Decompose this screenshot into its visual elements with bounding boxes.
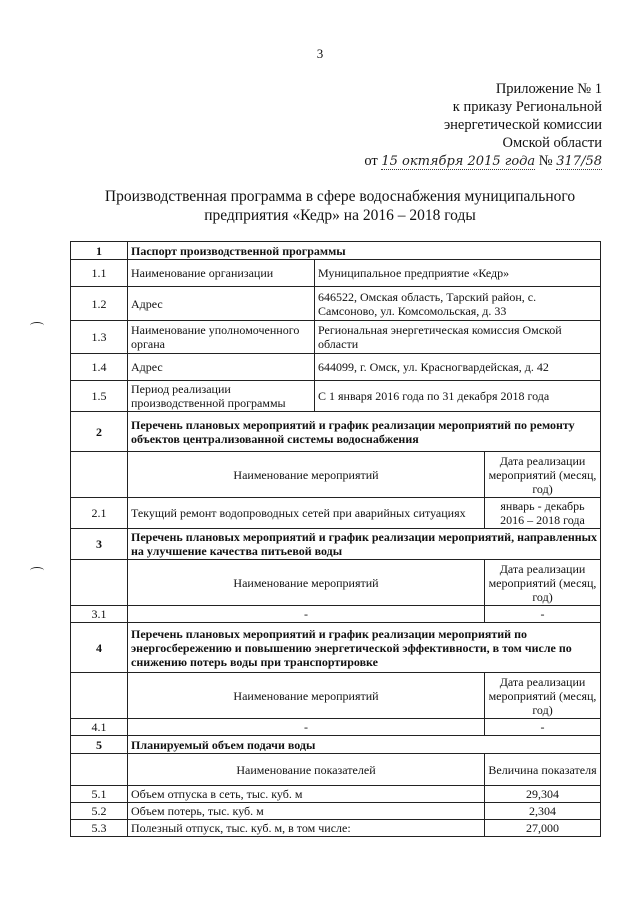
appendix-line-1: Приложение № 1	[495, 81, 602, 97]
number-prefix: №	[538, 153, 553, 169]
section-number: 1	[71, 242, 128, 260]
empty-cell	[71, 452, 128, 498]
production-program-table	[70, 241, 601, 837]
row-name: Объем потерь, тыс. куб. м	[128, 803, 485, 820]
section-header-row	[71, 242, 601, 260]
title-line-1: Производственная программа в сфере водоснабжения муниципального	[104, 188, 576, 205]
section-header-row	[71, 412, 601, 452]
row-name: Объем отпуска в сеть, тыс. куб. м	[128, 786, 485, 803]
row-number: 1.3	[71, 321, 128, 354]
section-title: Паспорт производственной программы	[128, 242, 601, 260]
row-number: 4.1	[71, 719, 128, 736]
document-title	[70, 187, 610, 225]
appendix-block	[364, 80, 602, 171]
table-row	[71, 719, 601, 736]
header-value: Величина показателя	[485, 754, 601, 786]
table-row	[71, 354, 601, 381]
margin-mark	[30, 567, 44, 574]
row-name: -	[128, 719, 485, 736]
row-value: 27,000	[485, 820, 601, 837]
table-row	[71, 606, 601, 623]
row-value: 644099, г. Омск, ул. Красногвардейская, д. 42	[315, 354, 601, 381]
from-prefix: от	[364, 153, 378, 169]
column-header-row	[71, 673, 601, 719]
row-label: Наименование организации	[128, 260, 315, 287]
row-number: 3.1	[71, 606, 128, 623]
section-number: 2	[71, 412, 128, 452]
row-value: 646522, Омская область, Тарский район, с. Самсоново, ул. Комсомольская, д. 33	[315, 287, 601, 321]
appendix-line-4: Омской области	[502, 135, 602, 151]
row-label: Адрес	[128, 287, 315, 321]
handwritten-date: 15 октября 2015 года	[381, 154, 536, 169]
column-header-row	[71, 754, 601, 786]
header-name: Наименование мероприятий	[128, 452, 485, 498]
row-number: 5.3	[71, 820, 128, 837]
row-number: 1.5	[71, 381, 128, 412]
row-number: 5.1	[71, 786, 128, 803]
row-name: -	[128, 606, 485, 623]
row-value: 2,304	[485, 803, 601, 820]
table-row	[71, 381, 601, 412]
row-number: 2.1	[71, 498, 128, 529]
handwritten-number: 317/58	[556, 154, 602, 169]
page-number: 3	[316, 46, 324, 61]
section-title: Перечень плановых мероприятий и график реализации мероприятий по ремонту объектов централизованной системы водоснабжения	[128, 412, 601, 452]
empty-cell	[71, 560, 128, 606]
header-date: Дата реализации мероприятий (месяц, год)	[485, 452, 601, 498]
row-label: Наименование уполномоченного органа	[128, 321, 315, 354]
row-number: 1.4	[71, 354, 128, 381]
section-number: 3	[71, 529, 128, 560]
row-date: -	[485, 606, 601, 623]
empty-cell	[71, 754, 128, 786]
row-number: 5.2	[71, 803, 128, 820]
row-label: Период реализации производственной программы	[128, 381, 315, 412]
row-label: Адрес	[128, 354, 315, 381]
table-row	[71, 498, 601, 529]
table-row	[71, 820, 601, 837]
title-line-2: предприятия «Кедр» на 2016 – 2018 годы	[204, 207, 476, 224]
section-header-row	[71, 529, 601, 560]
table-row	[71, 786, 601, 803]
section-number: 5	[71, 736, 128, 754]
order-date-number	[364, 152, 602, 171]
table-row	[71, 321, 601, 354]
header-date: Дата реализации мероприятий (месяц, год)	[485, 560, 601, 606]
appendix-line-3: энергетической комиссии	[443, 117, 602, 133]
table-row	[71, 260, 601, 287]
section-title: Перечень плановых мероприятий и график реализации мероприятий, направленных на улучшение качества питьевой воды	[128, 529, 601, 560]
section-title: Планируемый объем подачи воды	[128, 736, 601, 754]
header-name: Наименование мероприятий	[128, 673, 485, 719]
table-row	[71, 287, 601, 321]
row-name: Текущий ремонт водопроводных сетей при аварийных ситуациях	[128, 498, 485, 529]
column-header-row	[71, 560, 601, 606]
empty-cell	[71, 673, 128, 719]
section-header-row	[71, 736, 601, 754]
row-number: 1.2	[71, 287, 128, 321]
section-header-row	[71, 623, 601, 673]
row-value: Региональная энергетическая комиссия Омской области	[315, 321, 601, 354]
row-date: январь - декабрь 2016 – 2018 года	[485, 498, 601, 529]
row-value: 29,304	[485, 786, 601, 803]
row-name: Полезный отпуск, тыс. куб. м, в том числе:	[128, 820, 485, 837]
column-header-row	[71, 452, 601, 498]
row-date: -	[485, 719, 601, 736]
appendix-line-2: к приказу Региональной	[452, 99, 602, 115]
section-title: Перечень плановых мероприятий и график реализации мероприятий по энергосбережению и повышению энергетической эффективности, в том числе по снижению потерь воды при транспортировке	[128, 623, 601, 673]
header-name: Наименование показателей	[128, 754, 485, 786]
section-number: 4	[71, 623, 128, 673]
header-date: Дата реализации мероприятий (месяц, год)	[485, 673, 601, 719]
row-number: 1.1	[71, 260, 128, 287]
row-value: Муниципальное предприятие «Кедр»	[315, 260, 601, 287]
row-value: С 1 января 2016 года по 31 декабря 2018 года	[315, 381, 601, 412]
header-name: Наименование мероприятий	[128, 560, 485, 606]
margin-mark	[30, 322, 44, 329]
table-row	[71, 803, 601, 820]
